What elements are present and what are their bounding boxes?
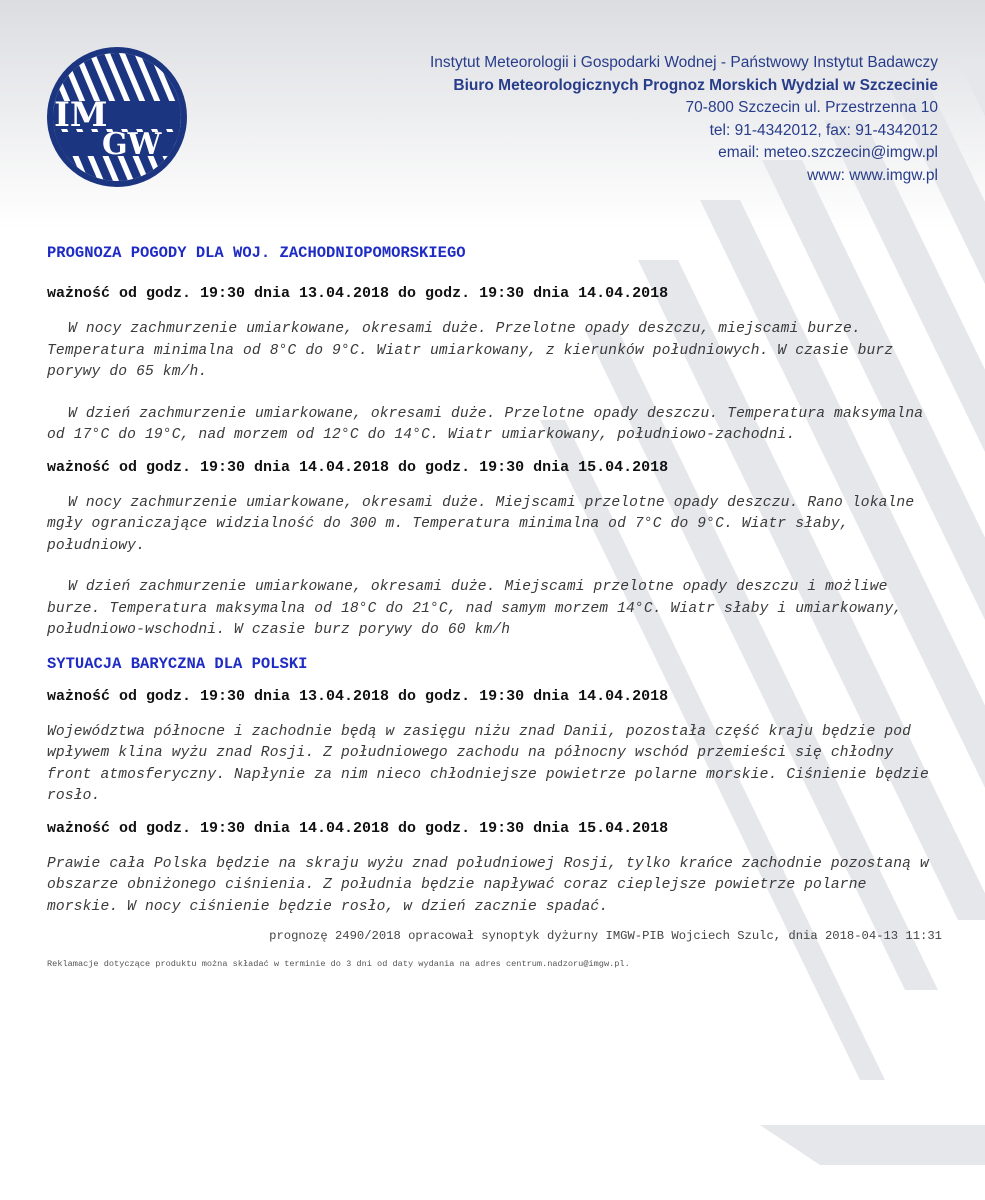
- disclaimer: Reklamacje dotyczące produktu można składać w terminie do 3 dni od daty wydania na adres centrum.nadzoru@imgw.pl.: [47, 959, 630, 969]
- forecast-title: PROGNOZA POGODY DLA WOJ. ZACHODNIOPOMORSKIEGO: [47, 244, 466, 262]
- bureau-name: Biuro Meteorologicznych Prognoz Morskich Wydzial w Szczecinie: [453, 76, 938, 94]
- baric-text-1: Województwa północne i zachodnie będą w zasięgu niżu znad Danii, pozostała część kraju będzie pod wpływem klina wyżu znad Rosji. Z południowego zachodu na północny wschód przemieści się chłodny front atmosferyczny. Napłynie za nim nieco chłodniejsze powietrze polarne morskie. Ciśnienie będzie rosło.: [47, 723, 929, 804]
- phone-fax: tel: 91-4342012, fax: 91-4342012: [709, 121, 938, 139]
- baric-text-2: Prawie cała Polska będzie na skraju wyżu znad południowej Rosji, tylko krańce zachodnie pozostaną w obszarze obniżonego ciśnienia. Z południa będzie napływać coraz cieplejsze powietrze polarne morskie. W nocy ciśnienie będzie rosło, w dzień zacznie spadać.: [47, 855, 929, 915]
- address: 70-800 Szczecin ul. Przestrzenna 10: [685, 99, 938, 116]
- forecast-night-1: W nocy zachmurzenie umiarkowane, okresami duże. Przelotne opady deszczu, miejscami burze. Temperatura minimalna od 8°C do 9°C. Wiatr umiarkowany, z kierunków południowych. W czasie burz porywy do 65 km/h.: [47, 321, 894, 380]
- forecast-day-2: W dzień zachmurzenie umiarkowane, okresami duże. Miejscami przelotne opady deszczu i możliwe burze. Temperatura maksymalna od 18°C do 21°C, nad samym morzem 14°C. Wiatr słaby i umiarkowany, południowo-wschodni. W czasie burz porywy do 60 km/h: [47, 579, 903, 638]
- baric-title: SYTUACJA BARYCZNA DLA POLSKI: [47, 654, 308, 673]
- logo-text-im: IM: [54, 95, 108, 135]
- logo-text-gw: GW: [102, 127, 162, 162]
- baric-validity-2: ważność od godz. 19:30 dnia 14.04.2018 do godz. 19:30 dnia 15.04.2018: [47, 819, 669, 837]
- baric-validity-1: ważność od godz. 19:30 dnia 13.04.2018 do godz. 19:30 dnia 14.04.2018: [47, 687, 669, 705]
- imgw-logo: [46, 46, 188, 188]
- forecast-content: [47, 241, 942, 970]
- forecast-day-1: W dzień zachmurzenie umiarkowane, okresami duże. Przelotne opady deszczu. Temperatura maksymalna od 17°C do 19°C, nad morzem od 12°C do 14°C. Wiatr umiarkowany, południowo-zachodni.: [47, 405, 924, 443]
- author-note: prognozę 2490/2018 opracował synoptyk dyżurny IMGW-PIB Wojciech Szulc, dnia 2018-04-13 11:31: [269, 929, 942, 943]
- forecast-validity-2: ważność od godz. 19:30 dnia 14.04.2018 do godz. 19:30 dnia 15.04.2018: [47, 458, 669, 476]
- forecast-validity-1: ważność od godz. 19:30 dnia 13.04.2018 do godz. 19:30 dnia 14.04.2018: [47, 285, 669, 302]
- institute-header: [430, 52, 938, 187]
- institute-name: Instytut Meteorologii i Gospodarki Wodnej - Państwowy Instytut Badawczy: [430, 54, 938, 71]
- website[interactable]: www: www.imgw.pl: [807, 166, 938, 184]
- forecast-night-2: W nocy zachmurzenie umiarkowane, okresami duże. Miejscami przelotne opady deszczu. Rano lokalne mgły ograniczające widzialność do 300 m. Temperatura minimalna od 7°C do 9°C. Wiatr słaby, południowy.: [47, 494, 915, 554]
- email[interactable]: email: meteo.szczecin@imgw.pl: [718, 144, 938, 161]
